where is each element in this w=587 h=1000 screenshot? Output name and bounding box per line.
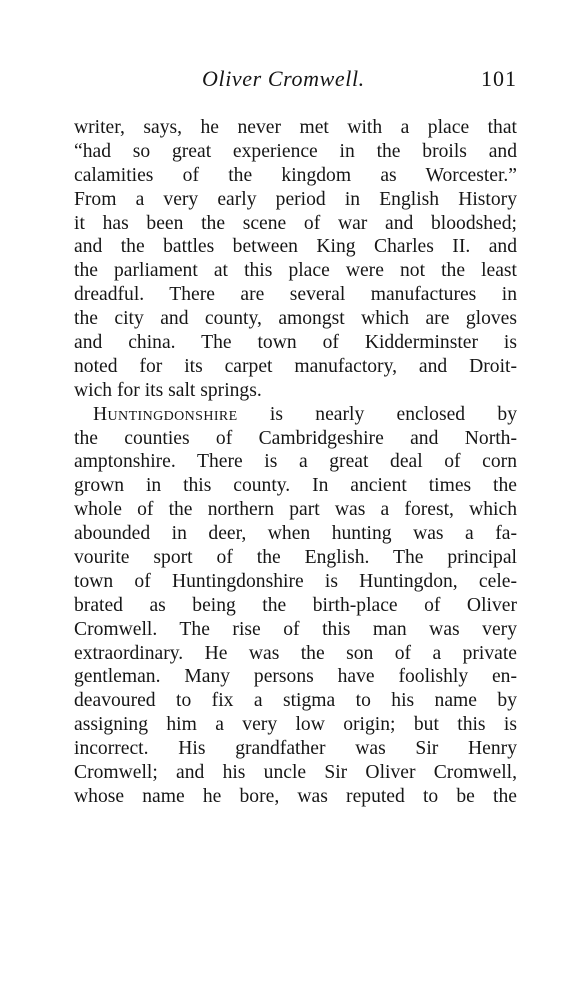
text-line: and the battles between King Charles II. and	[74, 236, 517, 258]
text-line: whose name he bore, was reputed to be the	[74, 785, 517, 807]
text-line: deavoured to fix a stigma to his name by	[74, 690, 517, 712]
text-line: it has been the scene of war and bloodshed;	[74, 212, 517, 234]
text-line: and china. The town of Kidderminster is	[74, 332, 517, 354]
text-line: wich for its salt springs.	[74, 379, 262, 401]
text-line: town of Huntingdonshire is Huntingdon, cele-	[74, 570, 517, 592]
text-line: assigning him a very low origin; but this is	[74, 714, 517, 736]
text-line: incorrect. His grandfather was Sir Henry	[74, 738, 517, 760]
text-line: amptonshire. There is a great deal of corn	[74, 451, 517, 473]
text-line: dreadful. There are several manufactures in	[74, 284, 517, 306]
body-text	[74, 116, 517, 809]
paragraph-worcester	[74, 116, 517, 403]
text-line: the city and county, amongst which are gloves	[74, 308, 517, 330]
text-line: brated as being the birth-place of Oliver	[74, 594, 517, 616]
text-line: “had so great experience in the broils and	[74, 140, 517, 162]
text-line: the parliament at this place were not the least	[74, 260, 517, 282]
paragraph-opening-line	[74, 403, 517, 427]
text-line: extraordinary. He was the son of a private	[74, 642, 517, 664]
page-number: 101	[481, 66, 517, 91]
running-head	[74, 66, 517, 96]
text-line-rest: is nearly enclosed by	[237, 403, 517, 425]
text-line: Cromwell; and his uncle Sir Oliver Cromwell,	[74, 762, 517, 784]
text-line: grown in this county. In ancient times the	[74, 475, 517, 497]
text-line: writer, says, he never met with a place that	[74, 117, 517, 138]
text-line: the counties of Cambridgeshire and North-	[74, 427, 517, 449]
text-line: noted for its carpet manufactory, and Droit-	[74, 355, 517, 377]
text-line: calamities of the kingdom as Worcester.”	[74, 164, 517, 186]
text-line: gentleman. Many persons have foolishly en-	[74, 666, 517, 688]
text-line: abounded in deer, when hunting was a fa-	[74, 523, 517, 545]
paragraph-huntingdonshire	[74, 403, 517, 809]
text-line: whole of the northern part was a forest, which	[74, 499, 517, 521]
text-line: From a very early period in English History	[74, 188, 517, 210]
text-line: Cromwell. The rise of this man was very	[74, 618, 517, 640]
text-line: vourite sport of the English. The principal	[74, 547, 517, 569]
section-heading-word: Huntingdonshire	[93, 403, 238, 425]
running-title: Oliver Cromwell.	[202, 66, 365, 91]
